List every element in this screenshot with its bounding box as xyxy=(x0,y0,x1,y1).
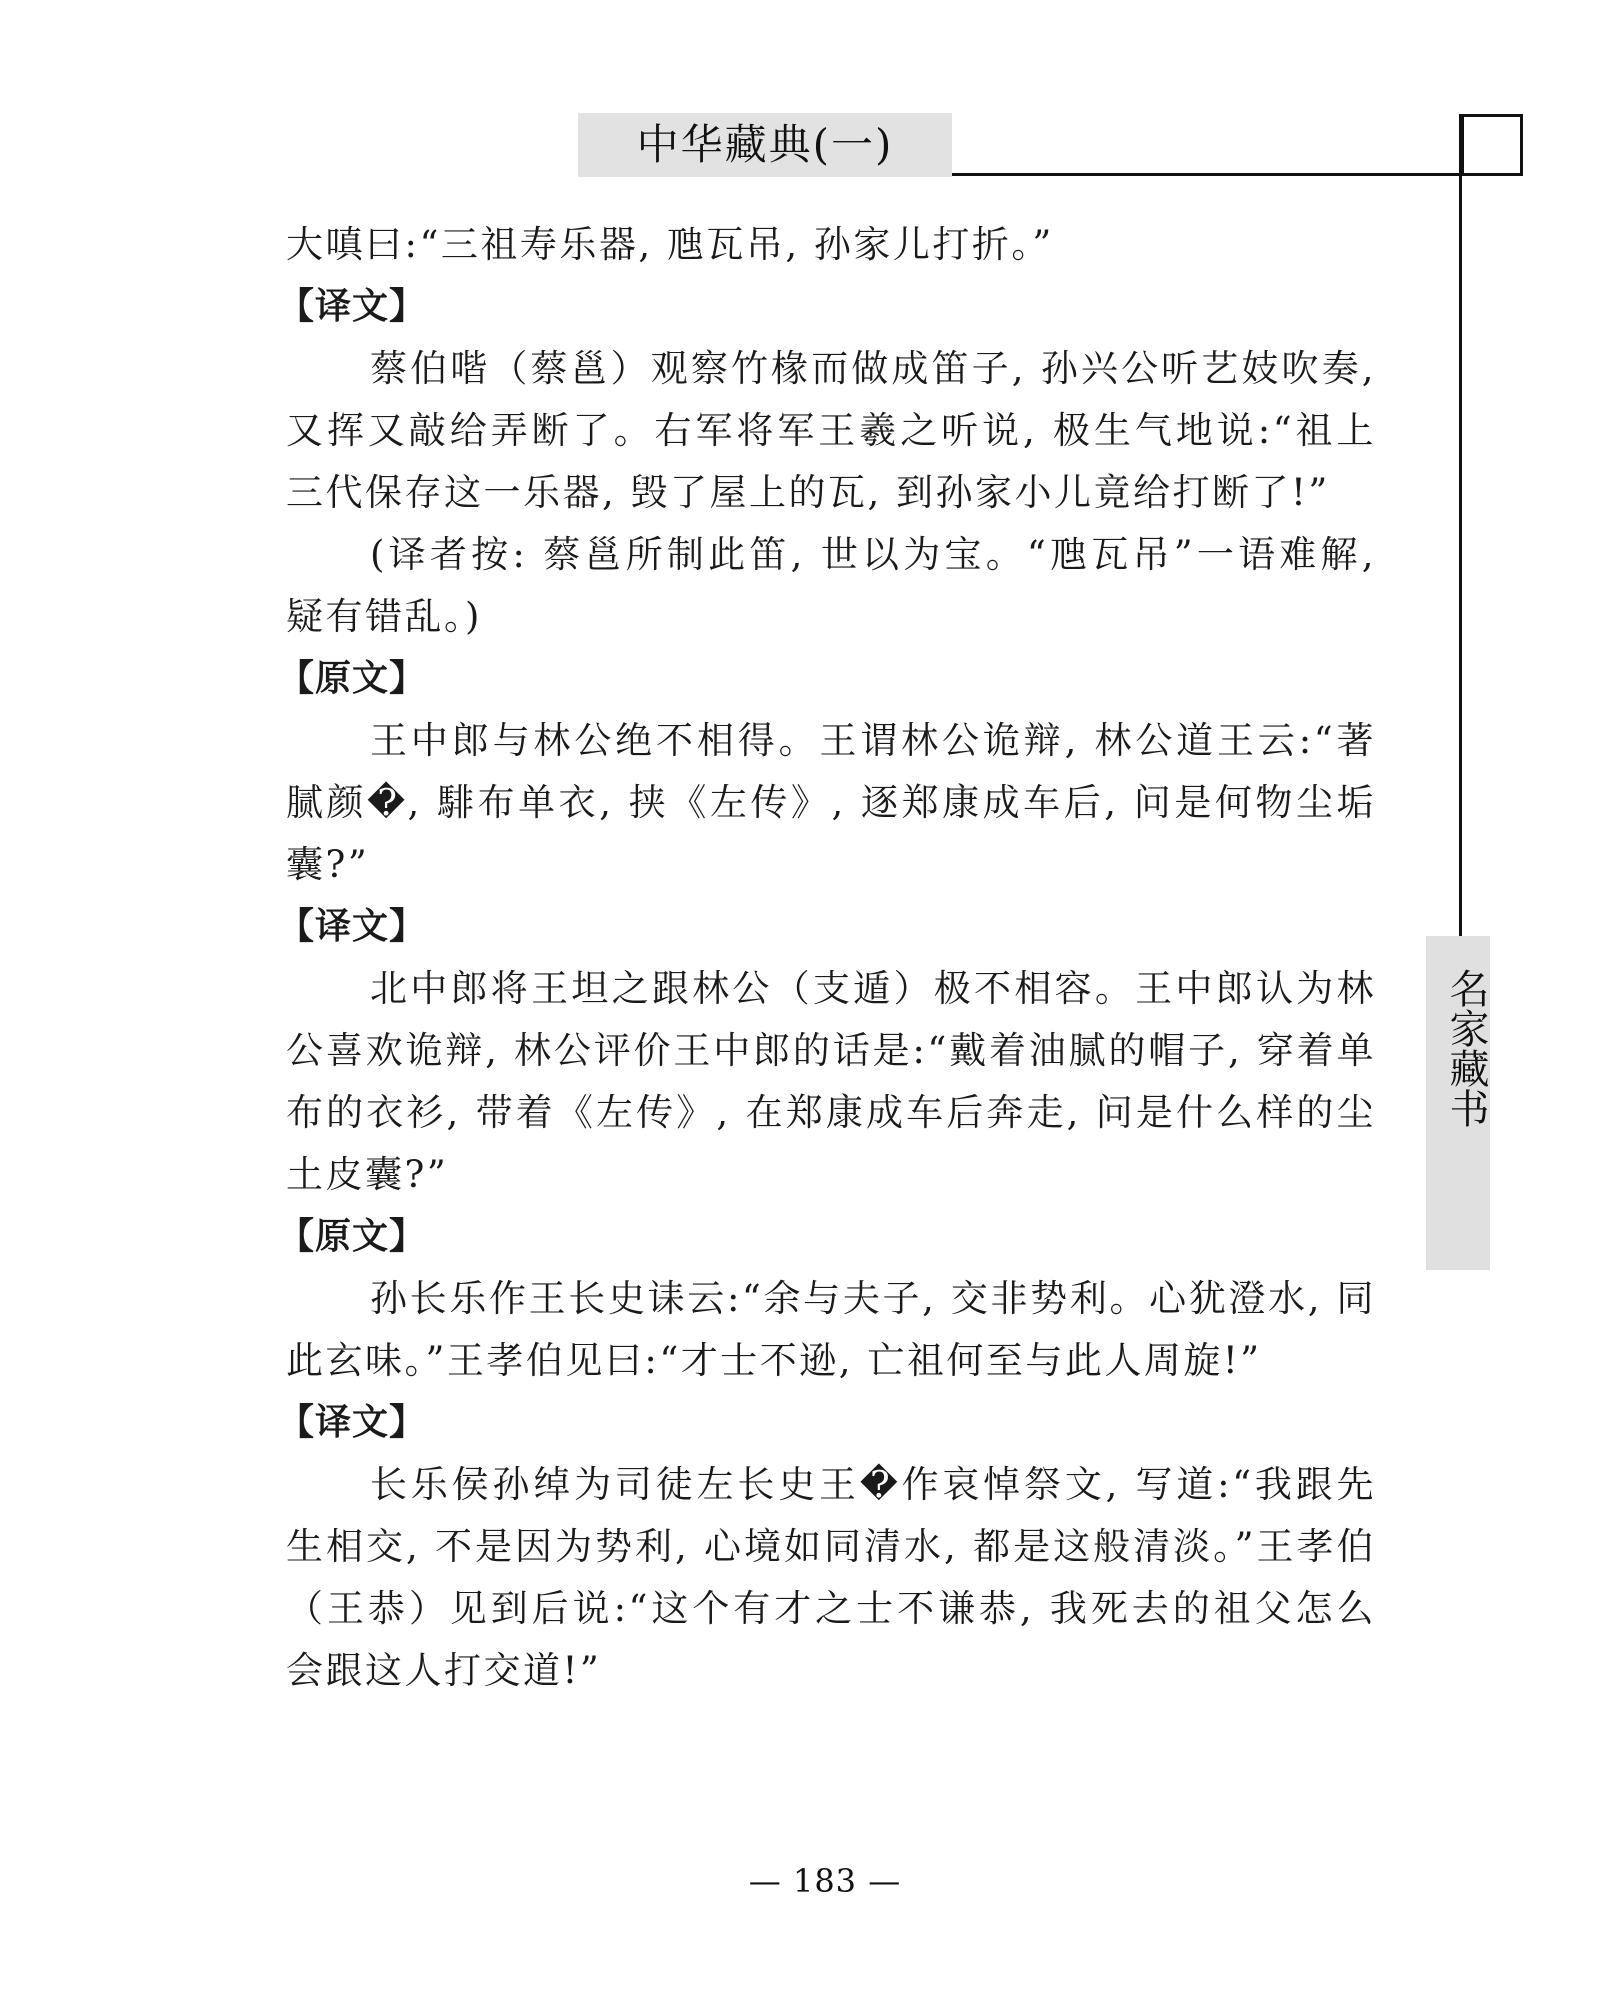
section-label: 【原文】 xyxy=(278,658,427,699)
paragraph: 孙长乐作王长史诔云:“余与夫子, 交非势利。心犹澄水, 同此玄味。”王孝伯见曰:“才士不逊, 亡祖何至与此人周旋!” xyxy=(286,1277,1376,1382)
paragraph: 长乐侯孙绰为司徒左长史王�作哀悼祭文, 写道:“我跟先生相交, 不是因为势利, 心境如同清水, 都是这般清淡。”王孝伯（王恭）见到后说:“这个有才之士不谦恭, 我死去的祖父怎么会跟这人打交道!” xyxy=(286,1463,1376,1692)
paragraph: 王中郎与林公绝不相得。王谓林公诡辩, 林公道王云:“著腻颜�, 騑布单衣, 挟《左传》, 逐郑康成车后, 问是何物尘垢囊?” xyxy=(286,719,1376,886)
section-label: 【原文】 xyxy=(278,1216,427,1257)
page-body xyxy=(278,214,1376,1702)
section-label: 【译文】 xyxy=(278,1402,427,1443)
section-label: 【译文】 xyxy=(278,906,427,947)
section-label: 【译文】 xyxy=(278,286,427,327)
paragraph: 北中郎将王坦之跟林公（支遁）极不相容。王中郎认为林公喜欢诡辩, 林公评价王中郎的话是:“戴着油腻的帽子, 穿着单布的衣衫, 带着《左传》, 在郑康成车后奔走, 问是什么样的尘土皮囊?” xyxy=(286,967,1376,1196)
header-rule xyxy=(952,173,1522,176)
page-number: — 183 — xyxy=(748,1862,902,1900)
paragraph: 蔡伯喈（蔡邕）观察竹椽而做成笛子, 孙兴公听艺妓吹奏, 又挥又敲给弄断了。右军将军王羲之听说, 极生气地说:“祖上三代保存这一乐器, 毁了屋上的瓦, 到孙家小儿竟给打断了!” xyxy=(286,347,1376,514)
side-tab-label: 名家藏书 xyxy=(1443,968,1489,1128)
corner-square xyxy=(1461,114,1523,176)
paragraph: 大嗔曰:“三祖寿乐器, 虺瓦吊, 孙家儿打折。” xyxy=(286,223,1054,266)
book-title: 中华藏典(一) xyxy=(636,120,894,169)
side-rule xyxy=(1459,114,1462,936)
translator-note: (译者按: 蔡邕所制此笛, 世以为宝。“虺瓦吊”一语难解, 疑有错乱。) xyxy=(286,533,1376,638)
